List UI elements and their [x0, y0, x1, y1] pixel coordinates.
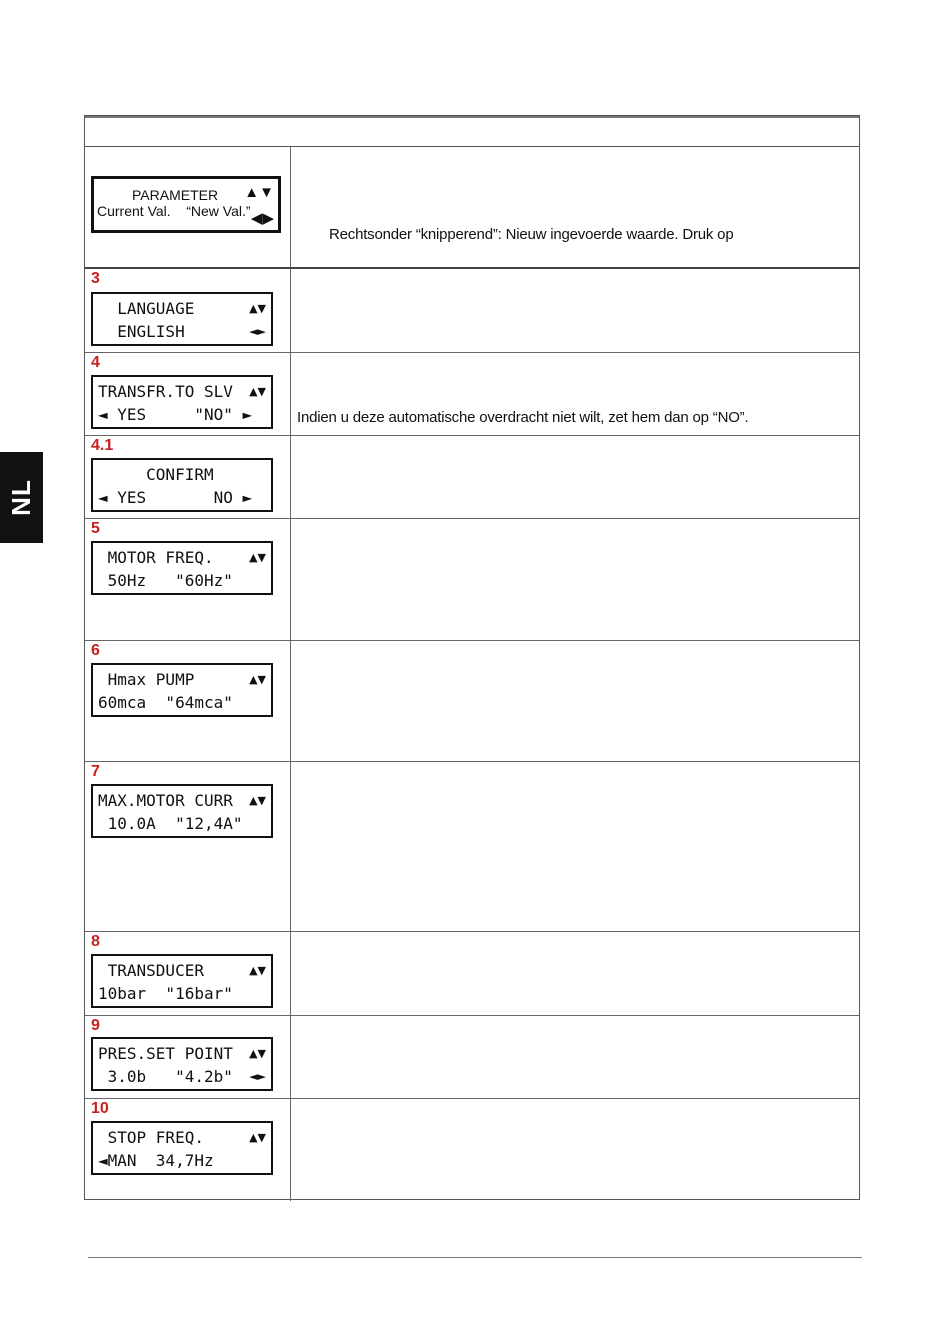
step-number: 3 [91, 270, 100, 287]
up-down-arrows-icon: ▲▼ [249, 385, 266, 398]
table-row-step-9 [85, 1016, 859, 1099]
step-number: 7 [91, 763, 100, 780]
lcd-display [91, 1121, 273, 1175]
lcd-line2: ENGLISH [98, 322, 185, 341]
display-cell [85, 269, 291, 352]
description-cell [292, 519, 859, 640]
lcd-display-prototype [91, 176, 281, 233]
lcd-display [91, 375, 273, 429]
lcd-display [91, 541, 273, 595]
description-cell [292, 147, 859, 267]
display-cell [85, 1016, 291, 1098]
table-row-step-5 [85, 519, 859, 641]
step-number: 9 [91, 1017, 100, 1034]
display-cell [85, 1099, 291, 1201]
up-down-arrows-icon: ▲▼ [249, 1047, 266, 1060]
step-number: 5 [91, 520, 100, 537]
description-text: Indien u deze automatische overdracht niet wilt, zet hem dan op “NO”. [297, 409, 749, 426]
description-cell [292, 353, 859, 435]
table-row-step-6 [85, 641, 859, 762]
lcd-line1: Hmax PUMP [98, 670, 195, 689]
lcd-display [91, 954, 273, 1008]
language-tab-label: NL [5, 479, 36, 516]
step-number: 6 [91, 642, 100, 659]
up-down-arrows-icon: ▲▼ [244, 184, 274, 201]
up-down-arrows-icon: ▲▼ [249, 551, 266, 564]
lcd-line2: ◄MAN 34,7Hz [98, 1151, 214, 1170]
step-number: 4.1 [91, 437, 114, 454]
lcd-line2: 10.0A "12,4A" [98, 814, 243, 833]
display-cell [85, 762, 291, 931]
lcd-line1: STOP FREQ. [98, 1128, 204, 1147]
lcd-line1: MOTOR FREQ. [98, 548, 214, 567]
description-cell [292, 762, 859, 931]
lcd-line2: ◄ YES "NO" ► [98, 405, 253, 424]
lcd-display [91, 1037, 273, 1091]
lcd-display [91, 292, 273, 346]
description-cell [292, 436, 859, 518]
lcd-display [91, 458, 273, 512]
table-row-step-4 [85, 353, 859, 436]
description-cell [292, 932, 859, 1015]
step-number: 4 [91, 354, 100, 371]
up-down-arrows-icon: ▲▼ [249, 794, 266, 807]
language-tab [0, 452, 43, 543]
description-cell [292, 641, 859, 761]
up-down-arrows-icon: ▲▼ [249, 302, 266, 315]
lcd-line2: 10bar "16bar" [98, 984, 233, 1003]
lcd-line2: 60mca "64mca" [98, 693, 233, 712]
description-cell [292, 269, 859, 352]
description-text: Rechtsonder “knipperend”: Nieuw ingevoerde waarde. Druk op [329, 226, 734, 243]
lcd-line1: PRES.SET POINT [98, 1044, 233, 1063]
table-row-step-7 [85, 762, 859, 932]
lcd-line2: ◄ YES NO ► [98, 488, 253, 507]
lcd-line1: CONFIRM [98, 465, 214, 484]
left-right-arrows-icon: ◄► [249, 325, 266, 338]
description-cell [292, 1099, 859, 1201]
display-cell [85, 147, 291, 267]
table-row-step-10 [85, 1099, 859, 1201]
display-cell [85, 519, 291, 640]
lcd-display [91, 784, 273, 838]
parameter-table [84, 115, 860, 1200]
display-cell [85, 932, 291, 1015]
up-down-arrows-icon: ▲▼ [249, 964, 266, 977]
lcd-line1: PARAMETER [132, 187, 219, 203]
lcd-line2: 50Hz "60Hz" [98, 571, 233, 590]
description-cell [292, 1016, 859, 1098]
lcd-line1: LANGUAGE [98, 299, 195, 318]
step-number: 8 [91, 933, 100, 950]
lcd-line1: TRANSFR.TO SLV [98, 382, 233, 401]
step-number: 10 [91, 1100, 109, 1117]
display-cell [85, 436, 291, 518]
display-cell [85, 641, 291, 761]
left-right-arrows-icon: ◄► [249, 1070, 266, 1083]
table-header [85, 116, 859, 147]
left-right-arrows-icon: ◀▶ [250, 210, 274, 227]
table-row-step-3 [85, 269, 859, 353]
lcd-line1: MAX.MOTOR CURR [98, 791, 233, 810]
table-row-prototype [85, 147, 859, 269]
lcd-line2: Current Val. “New Val.” [97, 203, 251, 219]
footer-divider [88, 1257, 862, 1258]
up-down-arrows-icon: ▲▼ [249, 673, 266, 686]
display-cell [85, 353, 291, 435]
up-down-arrows-icon: ▲▼ [249, 1131, 266, 1144]
table-row-step-8 [85, 932, 859, 1016]
lcd-line2: 3.0b "4.2b" [98, 1067, 233, 1086]
lcd-line1: TRANSDUCER [98, 961, 204, 980]
lcd-display [91, 663, 273, 717]
table-row-step-4-1 [85, 436, 859, 519]
